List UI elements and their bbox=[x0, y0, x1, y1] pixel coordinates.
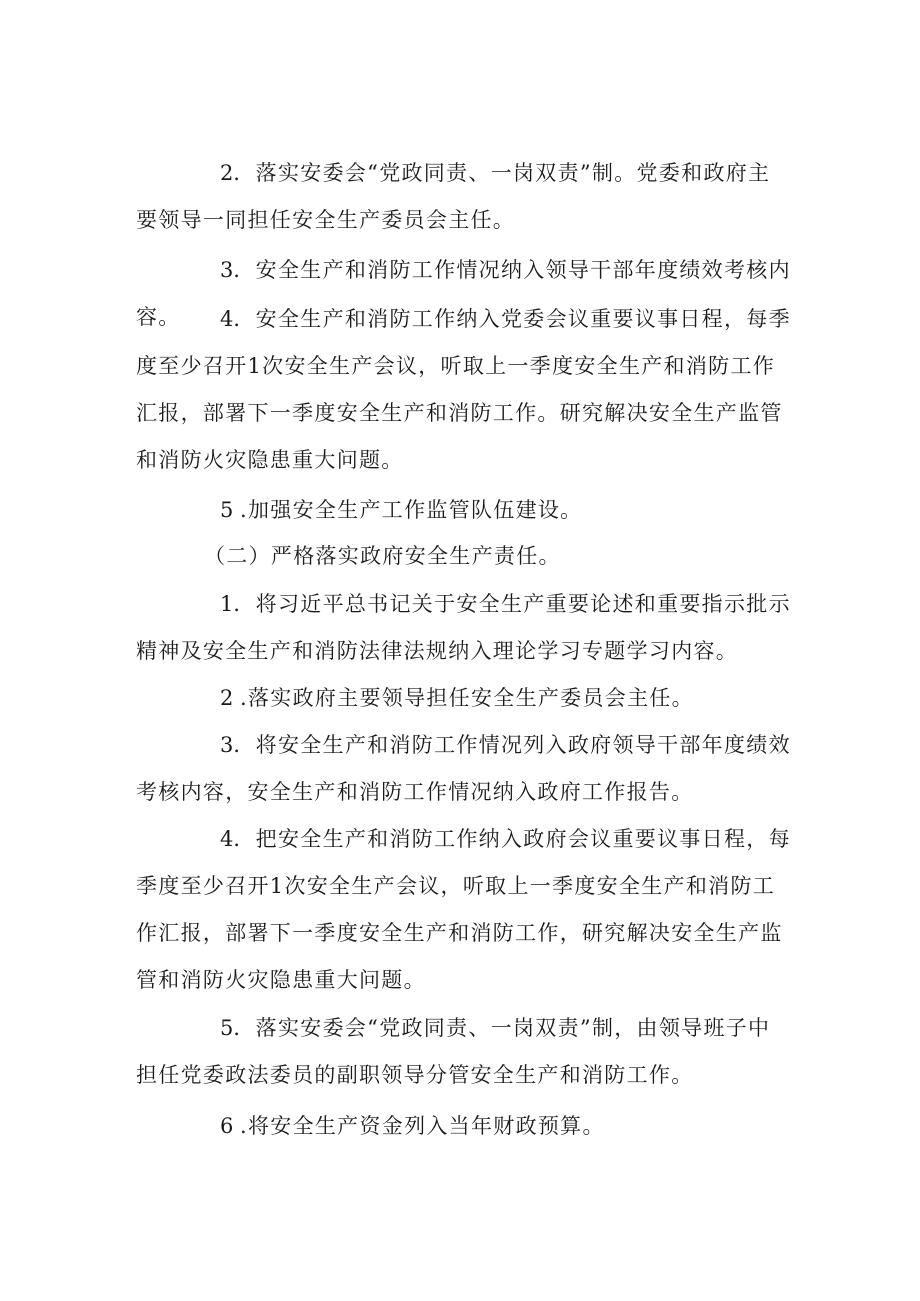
item-number: 2 bbox=[220, 686, 234, 710]
paragraph-item-1 bbox=[136, 581, 791, 675]
paragraph-text: ．将安全生产和消防工作情况列入政府领导干部年度绩效考核内容，安全生产和消防工作情况纳入政府工作报告。 bbox=[136, 733, 791, 804]
paragraph-item-4b bbox=[136, 816, 791, 1004]
item-number: 3 bbox=[220, 733, 234, 757]
paragraph-text: .加强安全生产工作监管队伍建设。 bbox=[240, 498, 583, 522]
item-number: 3 bbox=[220, 258, 234, 282]
paragraph-text: .落实政府主要领导担任安全生产委员会主任。 bbox=[240, 686, 694, 710]
item-number: 6 bbox=[220, 1114, 234, 1138]
paragraph-text: ．安全生产和消防工作纳入党委会议重要议事日程，每季度至少召开1次安全生产会议，听取上一季度安全生产和消防工作汇报，部署下一季度安全生产和消防工作。研究解决安全生产监管和消防火灾隐患重大问题。 bbox=[136, 307, 791, 472]
section-heading bbox=[136, 533, 791, 580]
paragraph-text: ．把安全生产和消防工作纳入政府会议重要议事日程，每季度至少召开1次安全生产会议，听取上一季度安全生产和消防工作汇报，部署下一季度安全生产和消防工作，研究解决安全生产监管和消防火灾隐患重大问题。 bbox=[136, 827, 791, 992]
paragraph-text: ．将习近平总书记关于安全生产重要论述和重要指示批示精神及安全生产和消防法律法规纳入理论学习专题学习内容。 bbox=[136, 592, 791, 663]
paragraph-text: ．落实安委会“党政同责、一岗双责”制，由领导班子中担任党委政法委员的副职领导分管安全生产和消防工作。 bbox=[136, 1016, 771, 1087]
paragraph-text: .将安全生产资金列入当年财政预算。 bbox=[240, 1114, 605, 1138]
paragraph-text: ．落实安委会“党政同责、一岗双责”制。党委和政府主要领导一同担任安全生产委员会主任。 bbox=[136, 161, 771, 232]
item-number: 4 bbox=[220, 307, 234, 331]
paragraph-item-5 bbox=[136, 487, 791, 534]
paragraph-item-5b bbox=[136, 1005, 791, 1099]
paragraph-item-4 bbox=[136, 296, 791, 484]
paragraph-item-3b bbox=[136, 722, 791, 816]
paragraph-item-2 bbox=[136, 150, 791, 244]
item-number: 2 bbox=[220, 161, 234, 185]
paragraph-item-6 bbox=[136, 1103, 791, 1150]
paragraph-text: ．安全生产和消防工作情况纳入领导干部年度绩效考核内容。 bbox=[136, 258, 791, 329]
item-number: 5 bbox=[220, 1016, 234, 1040]
item-number: 4 bbox=[220, 827, 234, 851]
item-number: 1 bbox=[220, 592, 234, 616]
item-number: 5 bbox=[220, 498, 234, 522]
paragraph-item-2b bbox=[136, 675, 791, 722]
section-heading-text: （二）严格落实政府安全生产责任。 bbox=[204, 544, 561, 568]
